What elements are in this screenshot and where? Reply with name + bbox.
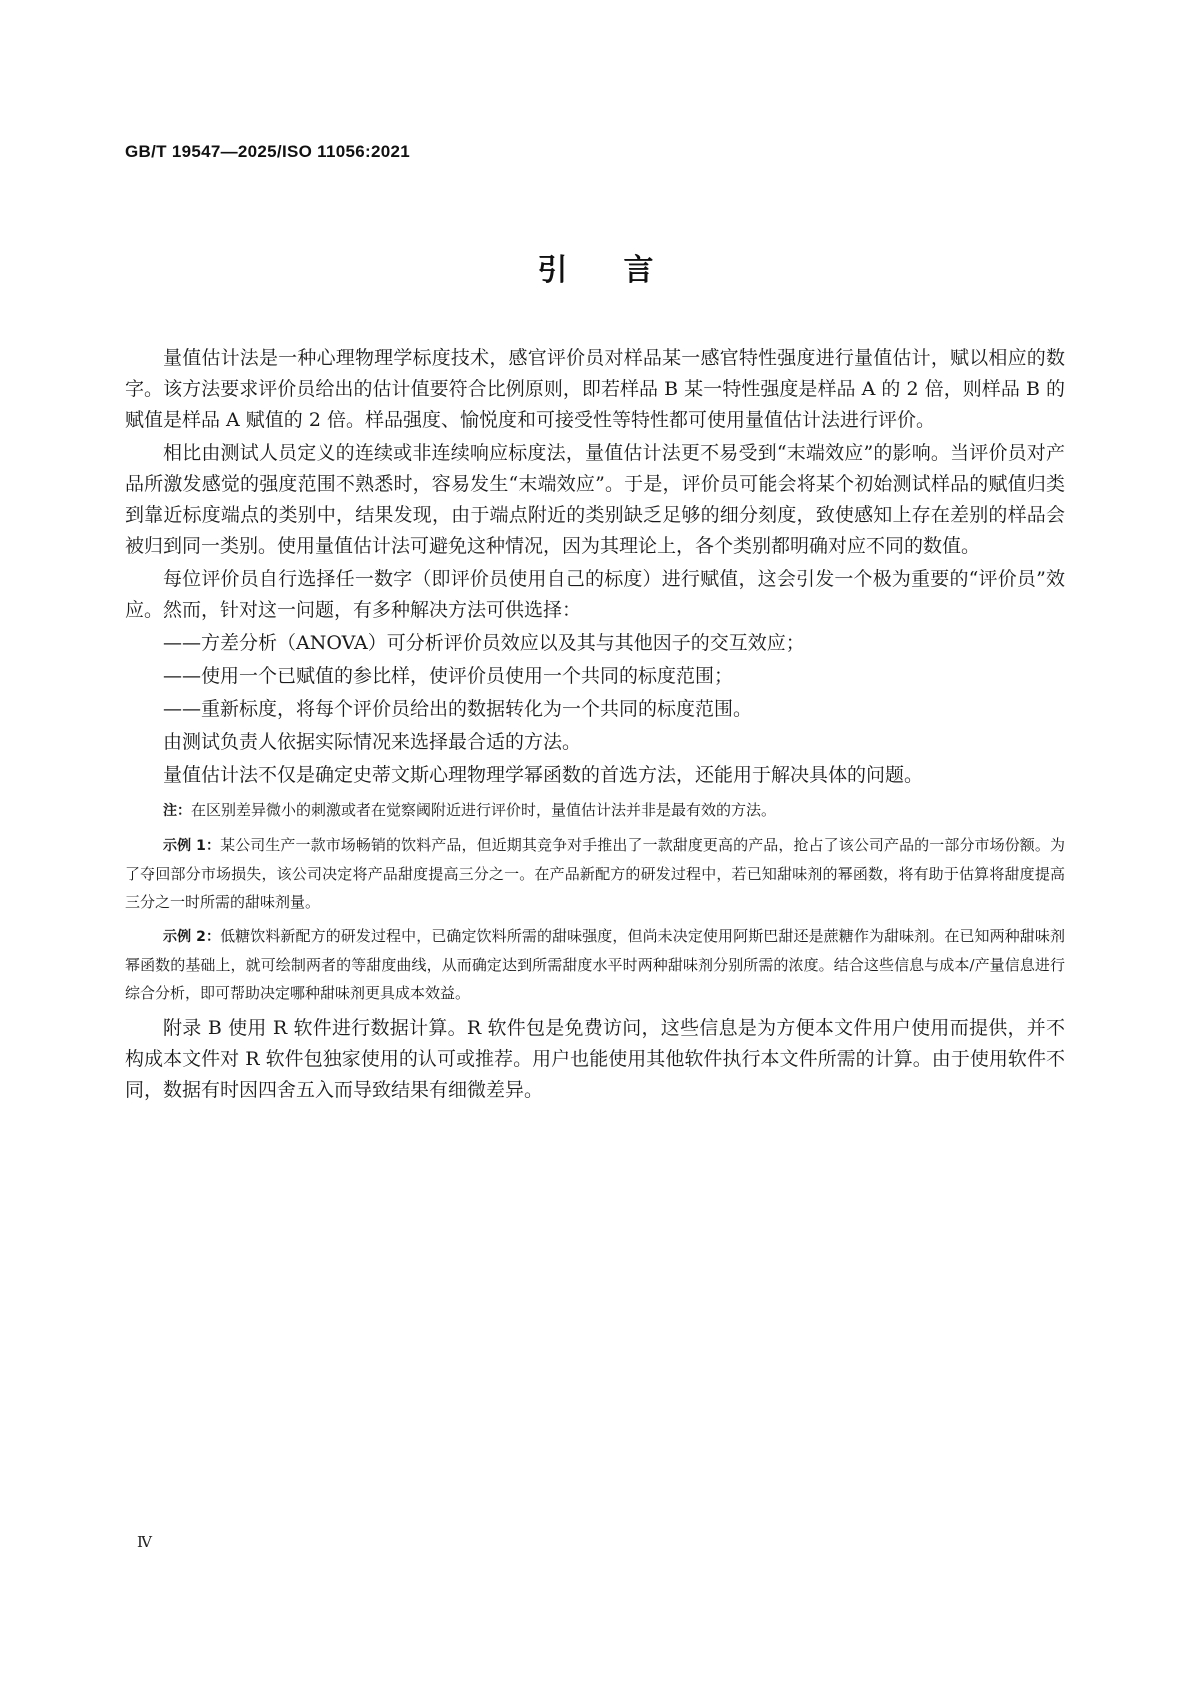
paragraph-end-effect: 相比由测试人员定义的连续或非连续响应标度法，量值估计法更不易受到“末端效应”的影响。当评价员对产品所激发感觉的强度范围不熟悉时，容易发生“末端效应”。于是，评价员可能会将某个初始测试样品的赋值归类到靠近标度端点的类别中，结果发现，由于端点附近的类别缺乏足够的细分刻度，致使感知上存在差别的样品会被归到同一类别。使用量值估计法可避免这种情况，因为其理论上，各个类别都明确对应不同的数值。	[125, 442, 1065, 557]
note-label: 注：	[163, 803, 191, 819]
example-1	[125, 831, 1065, 916]
note	[125, 797, 1065, 825]
list-item-rescaling: ——重新标度，将每个评价员给出的数据转化为一个共同的标度范围。	[163, 698, 753, 720]
introduction-body	[125, 343, 1065, 1108]
paragraph-assessor-effect: 每位评价员自行选择任一数字（即评价员使用自己的标度）进行赋值，这会引发一个极为重要的“评价员”效应。然而，针对这一问题，有多种解决方法可供选择：	[125, 568, 1065, 621]
paragraph-r-software: 附录 B 使用 R 软件进行数据计算。R 软件包是免费访问，这些信息是为方便本文件用户使用而提供，并不构成本文件对 R 软件包独家使用的认可或推荐。用户也能使用其他软件执行本文件所需的计算。由于使用软件不同，数据有时因四舍五入而导致结果有细微差异。	[125, 1017, 1065, 1101]
example-1-text: 某公司生产一款市场畅销的饮料产品，但近期其竞争对手推出了一款甜度更高的产品，抢占了该公司产品的一部分市场份额。为了夺回部分市场损失，该公司决定将产品甜度提高三分之一。在产品新配方的研发过程中，若已知甜味剂的幂函数，将有助于估算将甜度提高三分之一时所需的甜味剂量。	[125, 836, 1065, 911]
example-2-text: 低糖饮料新配方的研发过程中，已确定饮料所需的甜味强度，但尚未决定使用阿斯巴甜还是蔗糖作为甜味剂。在已知两种甜味剂幂函数的基础上，就可绘制两者的等甜度曲线，从而确定达到所需甜度水平时两种甜味剂分别所需的浓度。结合这些信息与成本/产量信息进行综合分析，即可帮助决定哪种甜味剂更具成本效益。	[125, 927, 1065, 1002]
note-text: 在区别差异微小的刺激或者在觉察阈附近进行评价时，量值估计法并非是最有效的方法。	[191, 801, 777, 819]
page-title: 引言	[537, 253, 710, 288]
page-number: Ⅳ	[137, 1533, 152, 1551]
standard-number-header: GB/T 19547—2025/ISO 11056:2021	[125, 142, 410, 161]
paragraph-method-choice: 由测试负责人依据实际情况来选择最合适的方法。	[163, 731, 582, 753]
paragraph-power-function: 量值估计法不仅是确定史蒂文斯心理物理学幂函数的首选方法，还能用于解决具体的问题。	[163, 764, 924, 786]
list-item-reference-sample: ——使用一个已赋值的参比样，使评价员使用一个共同的标度范围；	[163, 665, 734, 687]
paragraph-definition: 量值估计法是一种心理物理学标度技术，感官评价员对样品某一感官特性强度进行量值估计，赋以相应的数字。该方法要求评价员给出的估计值要符合比例原则，即若样品 B 某一特性强度是样品 A 的 2 倍，则样品 B 的赋值是样品 A 赋值的 2 倍。样品强度、愉悦度和可接受性等特性都可使用量值估计法进行评价。	[125, 347, 1065, 431]
list-item-anova: ——方差分析（ANOVA）可分析评价员效应以及其与其他因子的交互效应；	[163, 632, 805, 654]
example-1-label: 示例 1：	[163, 838, 221, 854]
example-2-label: 示例 2：	[163, 929, 221, 945]
example-2	[125, 922, 1065, 1007]
